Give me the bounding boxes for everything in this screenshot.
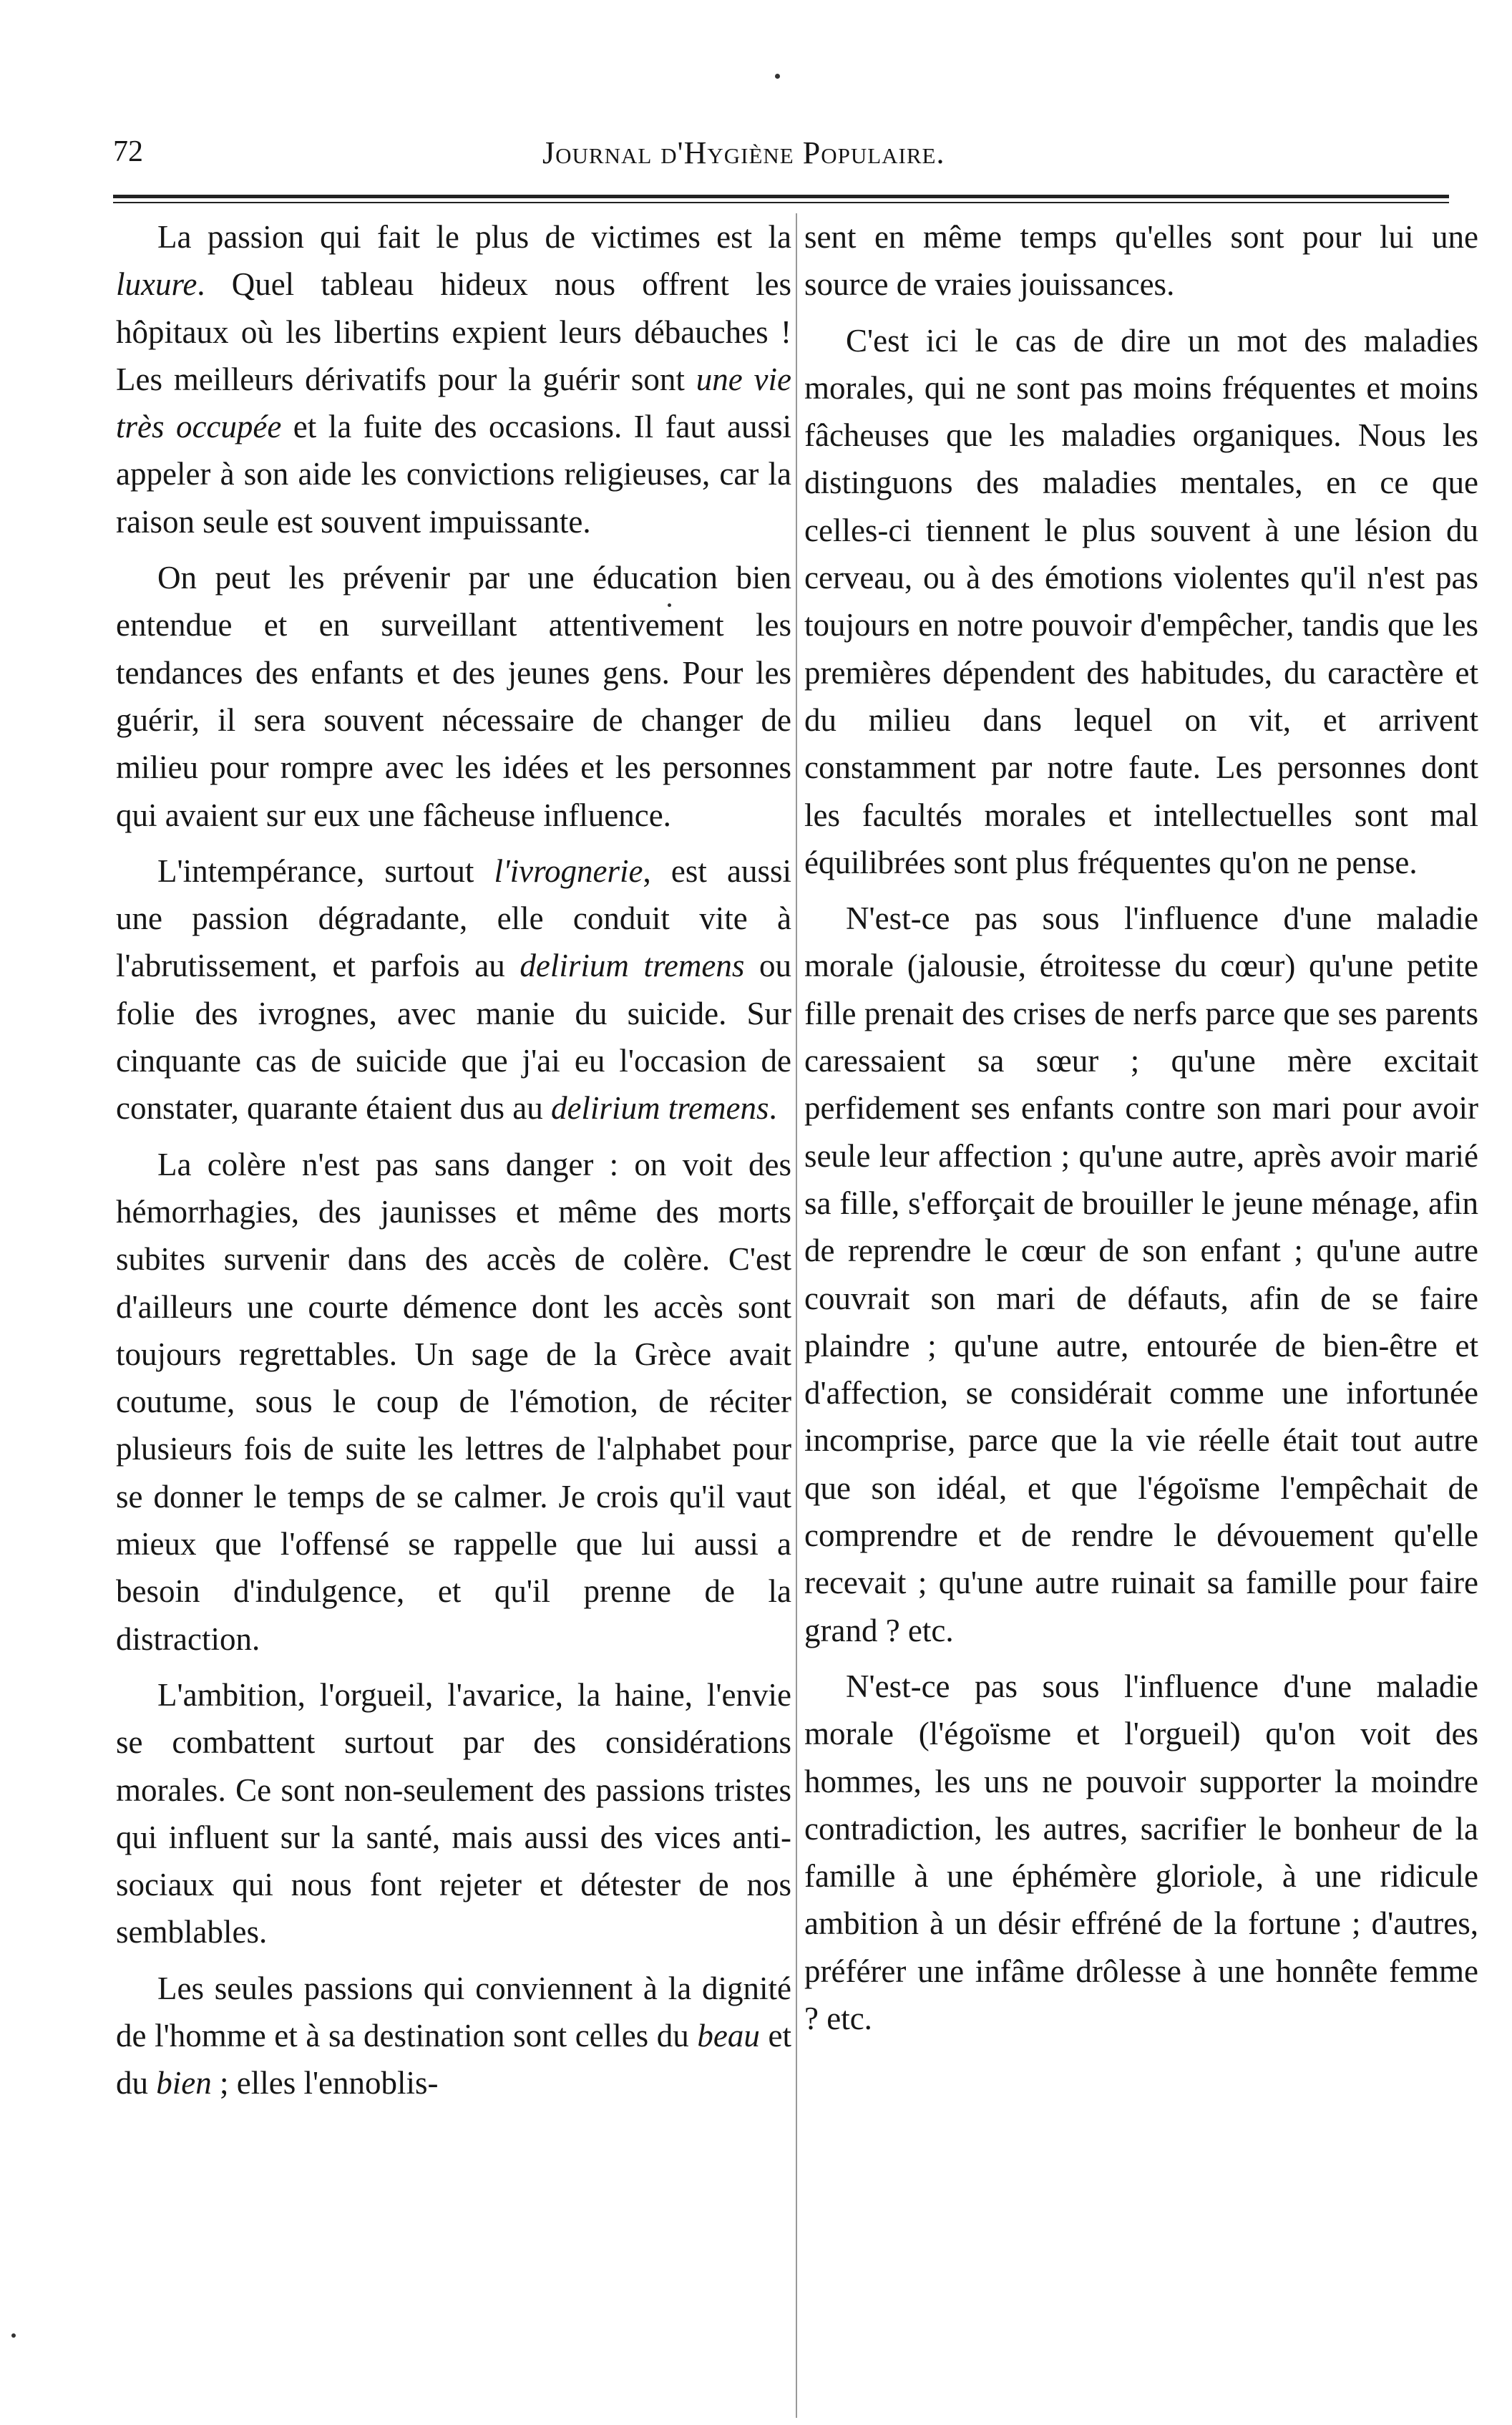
page-header xyxy=(113,135,1449,192)
print-speck xyxy=(775,74,780,79)
header-rule-thick xyxy=(113,195,1449,198)
right-column xyxy=(804,213,1478,2042)
paragraph-maladies-morales: C'est ici le cas de dire un mot des maladies morales, qui ne sont pas moins fréquentes et moins fâcheuses que les maladies organiques. Nous les distinguons des maladies mentales, en ce que celles-ci tiennent le plus souvent à une lésion du cerveau, ou à des émotions violentes qu'il n'est pas toujours en notre pouvoir d'empêcher, tandis que les premières dépendent des habitudes, du caractère et du milieu dans lequel on vit, et arrivent constamment par notre faute. Les personnes dont les facultés morales et intellectuelles sont mal équilibrées sont plus fréquentes qu'on ne pense. xyxy=(804,322,1478,880)
page-number: 72 xyxy=(113,135,143,168)
running-title: Journal d'Hygiène Populaire. xyxy=(542,135,945,170)
column-divider xyxy=(796,213,798,2418)
paragraph-passions-nobles: Les seules passions qui conviennent à la dignité de l'homme et à sa destination sont celles du beau et du bien ; elles l'ennoblis- xyxy=(116,1970,791,2101)
paragraph-intemperance: L'intempérance, surtout l'ivrognerie, est aussi une passion dégradante, elle conduit vite à l'abrutissement, et parfois au delirium tremens ou folie des ivrognes, avec manie du suicide. Sur cinquante cas de suicide que j'ai eu l'occasion de constater, quarante étaient dus au delirium tremens. xyxy=(116,852,792,1127)
print-speck xyxy=(668,603,671,607)
left-column xyxy=(116,213,791,2107)
paragraph-colere: La colère n'est pas sans danger : on voit des hémorrhagies, des jaunisses et même des morts subites survenir dans des accès de colère. C'est d'ailleurs une courte démence dont les accès sont toujours regrettables. Un sage de la Grèce avait coutume, sous le coup de l'émotion, de réciter plusieurs fois de suite les lettres de l'alphabet pour se donner le temps de se calmer. Je crois qu'il vaut mieux que l'offensé se rappelle que lui aussi a besoin d'indulgence, et qu'il prenne de la distraction. xyxy=(116,1146,791,1657)
paragraph-prevention: On peut les prévenir par une éducation bien entendue et en surveillant attentivement les tendances des enfants et des jeunes gens. Pour les guérir, il sera souvent nécessaire de changer de milieu pour rompre avec les idées et les personnes qui avaient sur eux une fâcheuse influence. xyxy=(116,560,791,833)
header-rule-thin xyxy=(113,202,1449,203)
paragraph-luxure: La passion qui fait le plus de victimes est la luxure. Quel tableau hideux nous offrent les hôpitaux où les libertins expient leurs débauches ! Les meilleurs dérivatifs pour la guérir sont une vie très occupée et la fuite des occasions. Il faut aussi appeler à son aide les convictions religieuses, car la raison seule est souvent impuissante. xyxy=(116,219,791,540)
print-speck xyxy=(11,2333,16,2338)
paragraph-ambition: L'ambition, l'orgueil, l'avarice, la haine, l'envie se combattent surtout par des considérations morales. Ce sont non-seulement des passions tristes qui influent sur la santé, mais aussi des vices anti-sociaux qui nous font rejeter et détester de nos semblables. xyxy=(116,1676,791,1950)
paragraph-exemples-hommes: N'est-ce pas sous l'influence d'une maladie morale (l'égoïsme et l'orgueil) qu'on voit des hommes, les uns ne pouvoir supporter la moindre contradiction, les autres, sacrifier le bonheur de la famille à une éphémère gloriole, à une ridicule ambition à un désir effréné de la fortune ; d'autres, préférer une infâme drôlesse à une honnête femme ? etc. xyxy=(804,1668,1478,2036)
paragraph-continuation: sent en même temps qu'elles sont pour lui une source de vraies jouissances. xyxy=(804,219,1478,303)
paragraph-exemples-femmes: N'est-ce pas sous l'influence d'une maladie morale (jalousie, étroitesse du cœur) qu'une petite fille prenait des crises de nerfs parce que ses parents caressaient sa sœur ; qu'une mère excitait perfidement ses enfants contre son mari pour avoir seule leur affection ; qu'une autre, après avoir marié sa fille, s'efforçait de brouiller le jeune ménage, afin de reprendre le cœur de son enfant ; qu'une autre couvrait son mari de défauts, afin de se faire plaindre ; qu'une autre, entourée de bien-être et d'affection, se considérait comme une infortunée incomprise, parce que la vie réelle était tout autre que son idéal, et que l'égoïsme l'empêchait de comprendre et de rendre le dévouement qu'elle recevait ; qu'une autre ruinait sa famille pour faire grand ? etc. xyxy=(804,900,1478,1648)
